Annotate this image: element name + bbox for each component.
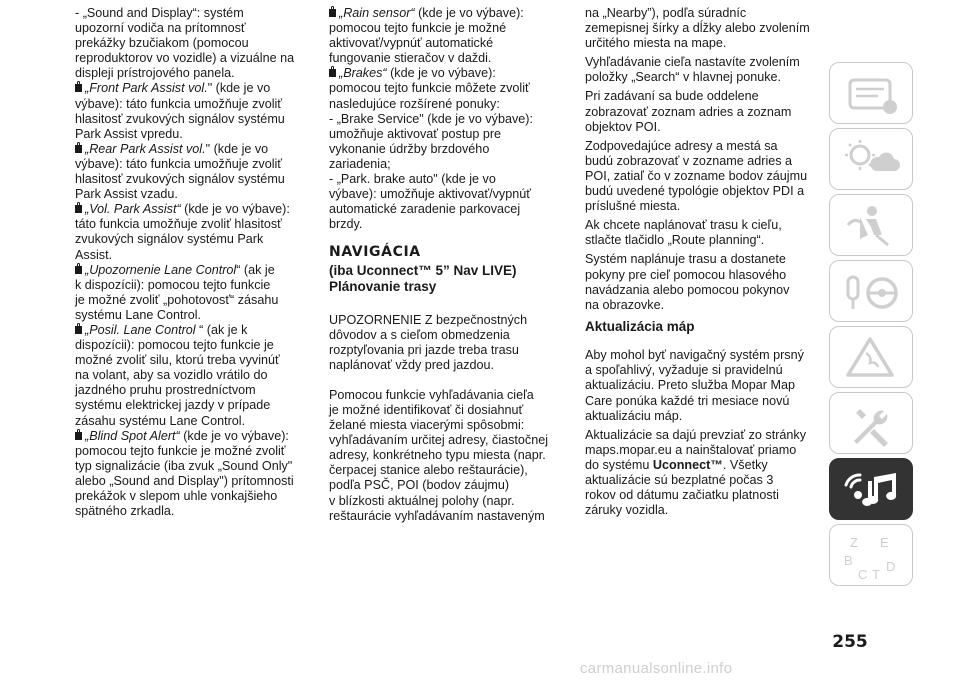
paragraph-line: hlasitosť zvukových signálov systému: [75, 111, 285, 126]
paragraph-line: budú uvedené typológie objektov PDI a: [585, 184, 805, 199]
tab-multimedia[interactable]: [829, 458, 913, 520]
paragraph-line: objektov POI.: [585, 119, 661, 134]
paragraph-line: podľa PSČ, POI (bodov záujmu): [329, 478, 510, 493]
paragraph-line: táto funkcia umožňuje zvoliť hlasitosť: [75, 217, 282, 232]
paragraph-line: k dispozícii): pomocou tejto funkcie: [75, 277, 271, 292]
paragraph-line: typ signalizácie (iba zvuk „Sound Only": [75, 458, 293, 473]
section-subheading: Aktualizácia máp: [585, 318, 695, 334]
index-letter: C: [858, 567, 868, 582]
tab-index[interactable]: [829, 524, 913, 586]
paragraph-line: Aktualizácie sa dajú prevziať zo stránky: [585, 427, 807, 442]
paragraph-line: Park Assist vzadu.: [75, 187, 178, 202]
page-number: 255: [832, 632, 868, 652]
paragraph-line: - „Sound and Display“: systém: [75, 6, 244, 20]
paragraph-line: dispozícii): pomocou tejto funkcie je: [75, 338, 274, 353]
paragraph-line: určitého miesta na mape.: [585, 36, 727, 51]
paragraph-line: Pomocou funkcie vyhľadávania cieľa: [329, 387, 534, 402]
lock-icon: [75, 266, 82, 274]
lock-icon: [75, 326, 82, 334]
index-letter: B: [844, 553, 853, 568]
lock-icon: [75, 145, 82, 153]
tab-starting-driving[interactable]: [829, 260, 913, 322]
paragraph-line: vykonanie údržby brzdového: [329, 141, 490, 156]
paragraph-line: Care ponúka každé tri mesiace novú: [585, 393, 790, 408]
index-letter: D: [886, 559, 896, 574]
paragraph-line: vyhľadávaním určitej adresy, čiastočnej: [329, 433, 549, 448]
airbag-seat-icon: [830, 195, 914, 257]
paragraph-line: pomocou tejto funkcie je možné zvoliť: [75, 443, 286, 458]
paragraph-line: rozptyľovania pri jazde treba trasu: [329, 342, 519, 357]
menu-item-brakes: „Brakes“ (kde je vo výbave):: [329, 66, 565, 81]
paragraph-line: brzdy.: [329, 217, 363, 232]
paragraph-line: stlačte tlačidlo „Route planning“.: [585, 233, 765, 248]
tab-emergency[interactable]: [829, 326, 913, 388]
warning-paragraph: [329, 313, 565, 373]
paragraph-line: adresy, konkrétneho typu miesta (napr.: [329, 448, 546, 463]
lock-icon: [329, 9, 336, 17]
warning-triangle-icon: [830, 327, 914, 389]
paragraph-line: Ak chcete naplánovať trasu k cieľu,: [585, 218, 782, 233]
paragraph-line: záruky vozidla.: [585, 503, 669, 518]
paragraph-line: umožňuje aktivovať postup pre: [329, 126, 502, 141]
paragraph-line: výbave): táto funkcia umožňuje zvoliť: [75, 156, 283, 171]
menu-item-lane-control-force: „Posil. Lane Control “ (ak je k: [75, 323, 311, 338]
paragraph-line: navádzania alebo pomocou pokynov: [585, 282, 790, 297]
paragraph-line: výbave): táto funkcia umožňuje zvoliť: [75, 96, 283, 111]
paragraph-line: automatické zaradenie parkovacej: [329, 202, 521, 217]
key-steering-icon: [830, 261, 914, 323]
paragraph-line: zásahu systému Lane Control.: [75, 413, 246, 428]
paragraph-line: na volant, aby sa vozidlo vrátilo do: [75, 368, 268, 383]
car-info-icon: [830, 63, 914, 125]
paragraph-line: upozorní vodiča na prítomnosť: [75, 21, 246, 36]
text-column-1: [75, 6, 311, 519]
paragraph-line: výbave): umožňuje aktivovať/vypnúť: [329, 187, 531, 202]
paragraph-line: na „Nearby”), podľa súradníc: [585, 6, 747, 20]
paragraph-line: aktualizáciu. Preto služba Mopar Map: [585, 378, 795, 393]
paragraph-line: reproduktorov vo vozidle) a vizuálne na: [75, 51, 295, 66]
paragraph-line: dôvodov a s cieľom obmedzenia: [329, 327, 510, 342]
paragraph-line: pomocou tejto funkcie je možné: [329, 21, 507, 36]
section-subheading: (iba Uconnect™ 5” Nav LIVE): [329, 262, 517, 278]
tab-dashboard-lights[interactable]: [829, 128, 913, 190]
section-subheading: Plánovanie trasy: [329, 278, 437, 294]
index-letter: Z: [850, 535, 858, 550]
paragraph-line: naplánovať vždy pred jazdou.: [329, 357, 495, 372]
paragraph-line: zariadenia;: [329, 156, 391, 171]
index-letter: E: [880, 535, 889, 550]
tools-icon: [830, 393, 914, 455]
paragraph-line: je možné identifikovať či dosiahnuť: [329, 402, 524, 417]
paragraph-line: alebo „Sound and Display") prítomnosti: [75, 473, 294, 488]
paragraph-line: UPOZORNENIE Z bezpečnostných: [329, 312, 528, 327]
paragraph-line: v blízkosti aktuálnej polohy (napr.: [329, 493, 515, 508]
paragraph-line: rokov od dátumu začiatku platnosti: [585, 488, 779, 503]
paragraph-line: Zodpovedajúce adresy a mestá sa: [585, 138, 778, 153]
text-column-2: [329, 6, 565, 524]
paragraph-line: aktualizáciu máp.: [585, 408, 683, 423]
paragraph-line: možné zvoliť silu, ktorú treba vyvinúť: [75, 353, 280, 368]
tab-safety[interactable]: [829, 194, 913, 256]
paragraph-line: Park Assist vpredu.: [75, 126, 183, 141]
paragraph-line: - „Brake Service" (kde je vo výbave):: [329, 111, 533, 126]
paragraph-line: aktualizácie sú bezplatné počas 3: [585, 473, 774, 488]
paragraph-line: systému elektrickej jazdy v prípade: [75, 398, 271, 413]
paragraph-line: zemepisnej šírky a dĺžky alebo zvolením: [585, 21, 810, 36]
paragraph-line: zobrazovať zoznam adries a zoznam: [585, 104, 792, 119]
paragraph-line: nasledujúce rozšírené ponuky:: [329, 96, 500, 111]
tab-maintenance[interactable]: [829, 392, 913, 454]
paragraph-line: displeji prístrojového panela.: [75, 66, 235, 81]
text-column-3: [585, 6, 821, 518]
paragraph-line: pokyny pre cieľ pomocou hlasového: [585, 267, 787, 282]
paragraph: [329, 388, 565, 524]
paragraph-line: budú zobrazovať v zozname adries a: [585, 153, 793, 168]
paragraph-line: jazdného pruhu prostredníctvom: [75, 383, 256, 398]
lock-icon: [75, 432, 82, 440]
lock-icon: [75, 84, 82, 92]
paragraph-line: na obrazovke.: [585, 297, 665, 312]
paragraph-line: Vyhľadávanie cieľa nastavíte zvolením: [585, 55, 800, 70]
menu-item-rain-sensor: „Rain sensor“ (kde je vo výbave):: [329, 6, 565, 21]
paragraph-line: do systému Uconnect™. Všetky: [585, 457, 768, 472]
index-icon: [830, 525, 914, 587]
paragraph-line: hlasitosť zvukových signálov systému: [75, 172, 285, 187]
index-letter: T: [872, 567, 880, 582]
menu-item-front-park-assist: „Front Park Assist vol." (kde je vo: [75, 81, 311, 96]
paragraph-line: zvukových signálov systému Park: [75, 232, 264, 247]
paragraph-line: maps.mopar.eu a nainštalovať priamo: [585, 442, 797, 457]
paragraph-line: je možné zvoliť „pohotovosť“ zásahu: [75, 292, 279, 307]
tab-car-info[interactable]: [829, 62, 913, 124]
paragraph-line: - „Park. brake auto" (kde je vo: [329, 172, 496, 187]
paragraph-line: prekážok v slepom uhle vonkajšieho: [75, 489, 278, 503]
paragraph-line: aktivovať/vypnúť automatické: [329, 36, 494, 51]
paragraph-line: Assist.: [75, 247, 113, 262]
paragraph-line: reštaurácie vyhľadávaním nastaveným: [329, 508, 545, 523]
menu-item-vol-park-assist: „Vol. Park Assist“ (kde je vo výbave):: [75, 202, 311, 217]
paragraph-line: Aby mohol byť navigačný systém prsný: [585, 348, 804, 363]
lock-icon: [329, 69, 336, 77]
paragraph-line: Systém naplánuje trasu a dostanete: [585, 252, 786, 267]
section-heading: NAVIGÁCIA: [329, 244, 421, 261]
lock-icon: [75, 205, 82, 213]
paragraph-line: spätného zrkadla.: [75, 504, 175, 519]
paragraph-line: POI, zatiaľ čo v zozname bodov záujmu: [585, 168, 808, 183]
paragraph-line: čerpacej stanice alebo reštaurácie),: [329, 463, 528, 478]
paragraph-line: systému Lane Control.: [75, 307, 201, 322]
menu-item-blind-spot-alert: „Blind Spot Alert“ (kde je vo výbave):: [75, 429, 311, 444]
paragraph-line: Pri zadávaní sa bude oddelene: [585, 89, 759, 104]
watermark: carmanualsonline.info: [580, 660, 733, 677]
menu-item-lane-control-warning: „Upozornenie Lane Control“ (ak je: [75, 263, 311, 278]
paragraph-line: príslušné miesta.: [585, 199, 681, 214]
multimedia-icon: [830, 459, 914, 521]
paragraph-line: prekážky bzučiakom (pomocou: [75, 36, 249, 51]
paragraph-line: želané miesta viacerými spôsobmi:: [329, 418, 525, 433]
paragraph-line: pomocou tejto funkcie môžete zvoliť: [329, 81, 530, 96]
paragraph-line: fungovanie stieračov v daždi.: [329, 51, 492, 66]
paragraph-line: a spoľahlivý, vyžaduje si pravidelnú: [585, 363, 783, 378]
dashboard-lights-icon: [830, 129, 914, 191]
paragraph-line: položky „Search“ v hlavnej ponuke.: [585, 70, 782, 85]
menu-item-rear-park-assist: „Rear Park Assist vol." (kde je vo: [75, 142, 311, 157]
